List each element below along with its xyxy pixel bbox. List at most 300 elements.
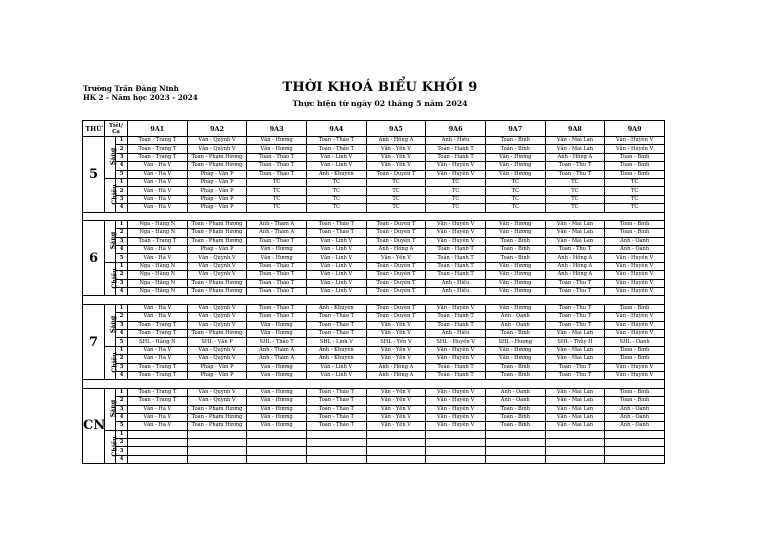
schedule-cell: Toán - Bình [605,170,665,178]
schedule-cell: Văn - Huyền V [426,304,486,312]
period-number: 2 [116,145,128,153]
period-number: 1 [116,220,128,228]
schedule-cell: Văn - Hương [485,279,545,287]
schedule-cell: Toán - Thảo T [306,313,366,321]
schedule-cell: TC [545,195,605,203]
period-number: 3 [116,405,128,413]
schedule-cell: TC [306,178,366,186]
schedule-cell: Văn - Mai Lan [545,355,605,363]
period-number: 2 [116,229,128,237]
schedule-cell [128,439,188,447]
schedule-cell: Văn - Yến V [366,397,426,405]
header-class: 9A1 [128,121,188,137]
schedule-cell [187,439,247,447]
period-number: 3 [116,195,128,203]
schedule-cell: TC [366,178,426,186]
schedule-cell: Toán - Thu T [545,304,605,312]
schedule-cell [306,430,366,438]
period-number: 2 [116,355,128,363]
schedule-cell: Văn - Huyền V [426,346,486,354]
schedule-cell [366,455,426,463]
schedule-cell: Văn - Yến V [366,153,426,161]
schedule-cell: Văn - Hà V [128,313,188,321]
schedule-cell: Văn - Yến V [366,254,426,262]
schedule-cell: Văn - Mai Lan [545,346,605,354]
schedule-cell: Toán - Phạm Hương [187,329,247,337]
schedule-cell [247,439,307,447]
day-separator [83,296,665,304]
schedule-cell: Toán - Duyên T [366,237,426,245]
schedule-cell: Toán - Hạnh T [426,153,486,161]
schedule-cell: Anh - Thắm A [247,346,307,354]
schedule-cell: Anh - Oanh [485,397,545,405]
schedule-cell: Anh - Hồng A [366,371,426,379]
schedule-cell: Anh - Hồng A [545,271,605,279]
schedule-cell: Văn - Mai Lan [545,137,605,145]
schedule-cell: Văn - Quỳnh V [187,397,247,405]
period-number: 4 [116,162,128,170]
period-number: 5 [116,170,128,178]
schedule-cell: Văn - Hương [247,254,307,262]
table-row [83,422,665,430]
period-number: 4 [116,455,128,463]
schedule-cell: Toán - Thu T [545,246,605,254]
schedule-cell: Toán - Phạm Hương [187,237,247,245]
schedule-cell: Anh - Hồng A [366,137,426,145]
table-row [83,178,665,186]
schedule-cell: Văn - Quỳnh V [187,145,247,153]
schedule-cell: SHL - Thủy H [545,338,605,346]
schedule-cell: Toán - Thảo T [306,145,366,153]
schedule-cell: TC [605,204,665,212]
schedule-cell: Văn - Yến V [366,388,426,396]
table-row [83,288,665,296]
schedule-cell: Toán - Bình [485,137,545,145]
schedule-cell: Toán - Bình [605,346,665,354]
session-label: Sáng [110,232,118,250]
schedule-cell: Pháp - Văn P [187,187,247,195]
schedule-cell: Văn - Yến V [366,145,426,153]
schedule-cell: Pháp - Văn P [187,170,247,178]
schedule-cell: TC [247,204,307,212]
schedule-cell: Văn - Hương [485,162,545,170]
schedule-cell: TC [426,187,486,195]
schedule-cell: Toán - Hạnh T [426,246,486,254]
schedule-cell: TC [247,187,307,195]
header-class: 9A7 [485,121,545,137]
schedule-cell: Nga - Hằng N [128,288,188,296]
table-row [83,153,665,161]
schedule-cell: TC [247,178,307,186]
schedule-cell: Toán - Bình [605,304,665,312]
schedule-cell: Văn - Hương [247,246,307,254]
schedule-cell: Anh - Hồng A [545,254,605,262]
period-number: 3 [116,363,128,371]
schedule-cell: Toán - Phạm Hương [187,279,247,287]
schedule-cell [128,455,188,463]
schedule-cell: TC [306,204,366,212]
period-number: 1 [116,304,128,312]
table-row [83,413,665,421]
schedule-cell: Văn - Hương [247,371,307,379]
table-row [83,447,665,455]
schedule-cell [545,447,605,455]
schedule-cell: Anh - Hồng A [545,262,605,270]
table-row [83,397,665,405]
period-number: 3 [116,321,128,329]
period-number: 3 [116,237,128,245]
period-number: 1 [116,430,128,438]
schedule-cell: SHL - Văn P [187,338,247,346]
schedule-cell [485,447,545,455]
schedule-cell [187,430,247,438]
schedule-cell: Toán - Bình [605,355,665,363]
table-row [83,262,665,270]
day-separator [83,212,665,220]
schedule-cell: TC [485,195,545,203]
header-class: 9A2 [187,121,247,137]
schedule-cell: Văn - Hương [247,363,307,371]
schedule-cell: Văn - Mai Lan [545,405,605,413]
schedule-cell: Anh - Khuyên [306,355,366,363]
schedule-cell: Nga - Hằng N [128,271,188,279]
schedule-cell: Toán - Thảo T [247,237,307,245]
schedule-cell: Văn - Linh V [306,271,366,279]
schedule-cell [128,447,188,455]
schedule-cell: Văn - Yến V [366,162,426,170]
table-row [83,304,665,312]
schedule-cell: Văn - Hà V [128,304,188,312]
schedule-cell: Toán - Thu T [545,321,605,329]
schedule-cell: Văn - Huyền V [426,220,486,228]
schedule-cell: Văn - Linh V [306,162,366,170]
schedule-cell: Toán - Bình [605,220,665,228]
schedule-cell: Văn - Mai Lan [545,220,605,228]
schedule-cell [426,430,486,438]
header-row [83,121,665,137]
schedule-cell [426,439,486,447]
schedule-cell [605,430,665,438]
session-cell [105,178,119,212]
schedule-cell: Toán - Hạnh T [426,363,486,371]
schedule-cell: Văn - Quỳnh V [187,304,247,312]
schedule-cell: Toán - Bình [485,329,545,337]
school-info [83,84,213,102]
schedule-cell: Văn - Hương [485,271,545,279]
schedule-cell: Văn - Huyền V [426,355,486,363]
schedule-cell: Toán - Bình [485,246,545,254]
schedule-cell: Văn - Quỳnh V [187,388,247,396]
schedule-cell [426,455,486,463]
period-number: 1 [116,137,128,145]
schedule-cell: Văn - Huyền V [605,262,665,270]
schedule-cell: Văn - Huyền V [605,145,665,153]
separator-cell [83,212,665,220]
schedule-cell: Toán - Trang T [128,371,188,379]
schedule-cell: Văn - Hương [247,137,307,145]
session-label: Sáng [110,400,118,418]
schedule-cell [187,455,247,463]
schedule-cell: Toán - Thảo T [247,279,307,287]
table-row [83,338,665,346]
schedule-cell: Anh - Hồng A [545,153,605,161]
schedule-cell: SHL - Yến V [366,338,426,346]
schedule-cell: Toán - Thu T [545,288,605,296]
schedule-cell: Anh - Hiếu [426,137,486,145]
schedule-cell: Pháp - Văn P [187,246,247,254]
schedule-cell: Toán - Thảo T [306,397,366,405]
schedule-cell: TC [605,187,665,195]
schedule-cell: Toán - Phạm Hương [187,422,247,430]
schedule-cell: TC [366,187,426,195]
separator-cell [83,380,665,388]
schedule-cell: Toán - Phạm Hương [187,229,247,237]
schedule-cell: Văn - Linh V [306,363,366,371]
schedule-cell: Anh - Thắm A [247,220,307,228]
schedule-cell: Văn - Hà V [128,187,188,195]
schedule-cell [605,447,665,455]
schedule-cell: TC [545,187,605,195]
period-number: 3 [116,153,128,161]
schedule-cell: Toán - Trang T [128,329,188,337]
schedule-cell: Anh - Hiếu [426,329,486,337]
schedule-cell: Văn - Hà V [128,195,188,203]
schedule-cell: Toán - Bình [485,237,545,245]
schedule-cell: SHL - Oanh [605,338,665,346]
schedule-cell: Pháp - Văn P [187,204,247,212]
schedule-cell: Văn - Huyền V [426,397,486,405]
schedule-cell: Văn - Linh V [306,254,366,262]
schedule-cell [545,439,605,447]
schedule-cell [187,447,247,455]
schedule-cell: Toán - Phạm Hương [187,288,247,296]
schedule-cell: Văn - Linh V [306,279,366,287]
schedule-cell: Anh - Oanh [605,422,665,430]
schedule-cell [605,455,665,463]
table-row [83,246,665,254]
schedule-cell: Toán - Duyên T [366,288,426,296]
table-row [83,439,665,447]
timetable [82,120,665,464]
schedule-cell: Toán - Thảo T [247,170,307,178]
schedule-cell: Văn - Quỳnh V [187,137,247,145]
period-number: 3 [116,447,128,455]
schedule-cell: Toán - Thảo T [247,313,307,321]
schedule-cell: Văn - Quỳnh V [187,355,247,363]
table-row [83,137,665,145]
schedule-cell: Văn - Huyền V [605,279,665,287]
schedule-cell: Văn - Yến V [366,321,426,329]
schedule-cell: Văn - Huyền V [426,405,486,413]
schedule-cell: Văn - Mai Lan [545,237,605,245]
schedule-cell: Toán - Thu T [545,170,605,178]
table-row [83,195,665,203]
schedule-cell [426,447,486,455]
schedule-cell: Pháp - Văn P [187,178,247,186]
session-label: Chiều [111,268,119,289]
schedule-cell: Văn - Yến V [366,405,426,413]
schedule-cell: Pháp - Văn P [187,371,247,379]
period-number: 2 [116,439,128,447]
schedule-cell: Toán - Trang T [128,237,188,245]
schedule-cell: Toán - Trang T [128,397,188,405]
period-number: 5 [116,422,128,430]
schedule-cell: Văn - Huyền V [426,237,486,245]
schedule-cell: Văn - Hương [485,229,545,237]
schedule-cell: SHL - Hương [485,338,545,346]
schedule-cell: Toán - Thu T [545,162,605,170]
schedule-cell: Văn - Hương [247,329,307,337]
header-tiet-ca: Tiết/ Ca [105,121,128,137]
period-number: 2 [116,271,128,279]
header-class: 9A3 [247,121,307,137]
schedule-cell: Pháp - Văn P [187,363,247,371]
table-row [83,187,665,195]
schedule-cell: Anh - Thắm A [247,229,307,237]
schedule-cell: Văn - Linh V [306,237,366,245]
schedule-cell: Văn - Mai Lan [545,329,605,337]
schedule-cell: Anh - Hiếu [426,279,486,287]
schedule-cell: TC [426,178,486,186]
schedule-cell: Toán - Duyên T [366,279,426,287]
schedule-cell: Văn - Huyền V [605,313,665,321]
schedule-cell: Toán - Duyên T [366,271,426,279]
schedule-cell: Toán - Trang T [128,363,188,371]
schedule-cell: Anh - Oanh [485,313,545,321]
table-row [83,237,665,245]
schedule-cell: Văn - Hà V [128,346,188,354]
schedule-cell: TC [426,195,486,203]
schedule-cell [366,447,426,455]
schedule-cell: Văn - Huyền V [605,329,665,337]
period-number: 1 [116,178,128,186]
schedule-cell: Toán - Trang T [128,145,188,153]
table-row [83,229,665,237]
schedule-cell: Toán - Hạnh T [426,271,486,279]
page-subtitle: Thực hiện từ ngày 02 tháng 5 năm 2024 [292,99,468,108]
period-number: 1 [116,262,128,270]
schedule-cell: Toán - Hạnh T [426,262,486,270]
schedule-cell: Anh - Khuyên [306,304,366,312]
schedule-cell: Toán - Bình [485,422,545,430]
schedule-cell: Văn - Quỳnh V [187,321,247,329]
schedule-cell: Văn - Yến V [366,355,426,363]
schedule-cell: Văn - Mai Lan [545,388,605,396]
schedule-cell: Anh - Oanh [605,405,665,413]
schedule-cell [306,439,366,447]
schedule-cell: Văn - Hà V [128,355,188,363]
schedule-cell: Toán - Bình [605,397,665,405]
schedule-cell: Toán - Bình [485,145,545,153]
school-term: HK 2 - Năm học 2023 - 2024 [83,93,198,102]
schedule-cell: Văn - Linh V [306,153,366,161]
session-cell [105,220,116,262]
schedule-cell: Anh - Thắm A [247,355,307,363]
period-number: 4 [116,371,128,379]
schedule-cell: Toán - Thảo T [306,329,366,337]
schedule-cell: Văn - Mai Lan [545,413,605,421]
schedule-cell: TC [545,204,605,212]
session-label: Chiều [111,352,119,373]
schedule-cell: Anh - Khuyên [306,170,366,178]
schedule-cell: Văn - Hương [485,346,545,354]
table-row [83,162,665,170]
schedule-cell: Toán - Phạm Hương [187,162,247,170]
schedule-cell: Toán - Hạnh T [426,313,486,321]
schedule-cell: Văn - Hà V [128,246,188,254]
period-number: 2 [116,397,128,405]
schedule-cell: Toán - Hạnh T [426,321,486,329]
timetable-body [83,137,665,464]
schedule-cell: Văn - Quỳnh V [187,254,247,262]
header-class: 9A8 [545,121,605,137]
schedule-cell: Toán - Thảo T [306,405,366,413]
schedule-cell: TC [485,204,545,212]
table-row [83,313,665,321]
schedule-cell [306,447,366,455]
schedule-cell: Văn - Huyền V [426,422,486,430]
schedule-cell: Anh - Oanh [485,388,545,396]
schedule-cell: Văn - Hương [247,397,307,405]
schedule-cell: Văn - Mai Lan [545,422,605,430]
schedule-cell: Văn - Hương [247,145,307,153]
schedule-cell: Văn - Huyền V [605,321,665,329]
schedule-cell: Văn - Hương [485,355,545,363]
schedule-cell: Toán - Bình [605,229,665,237]
schedule-cell: Văn - Hương [485,153,545,161]
schedule-cell: Văn - Hương [485,304,545,312]
schedule-cell [545,430,605,438]
table-row [83,329,665,337]
schedule-cell: Anh - Oanh [485,321,545,329]
schedule-cell: Văn - Huyền V [605,137,665,145]
schedule-cell: Nga - Hằng N [128,262,188,270]
schedule-cell: Văn - Huyền V [426,229,486,237]
schedule-cell: TC [485,187,545,195]
schedule-cell: Toán - Duyên T [366,220,426,228]
schedule-cell [485,430,545,438]
schedule-cell: Toán - Thảo T [247,304,307,312]
schedule-cell: SHL - Thảo T [247,338,307,346]
schedule-cell: SHL - Linh V [306,338,366,346]
schedule-cell: Toán - Bình [485,405,545,413]
table-row [83,371,665,379]
schedule-cell: Văn - Hà V [128,204,188,212]
schedule-cell: Văn - Hà V [128,170,188,178]
table-row [83,346,665,354]
schedule-cell [247,430,307,438]
table-row [83,455,665,463]
period-number: 4 [116,204,128,212]
schedule-cell: Văn - Huyền V [605,363,665,371]
schedule-cell: Văn - Hà V [128,405,188,413]
table-row [83,430,665,438]
table-row [83,170,665,178]
schedule-cell: Văn - Huyền V [605,271,665,279]
table-row [83,220,665,228]
schedule-cell: TC [605,195,665,203]
schedule-cell: Văn - Huyền V [426,170,486,178]
schedule-cell: Toán - Thu T [545,313,605,321]
schedule-cell: Toán - Thảo T [247,153,307,161]
period-number: 4 [116,288,128,296]
page-title: THỜI KHOÁ BIỂU KHỐI 9 [282,80,478,95]
schedule-cell: Nga - Hằng N [128,229,188,237]
schedule-cell: TC [366,195,426,203]
period-number: 5 [116,338,128,346]
separator-cell [83,296,665,304]
schedule-cell [605,439,665,447]
